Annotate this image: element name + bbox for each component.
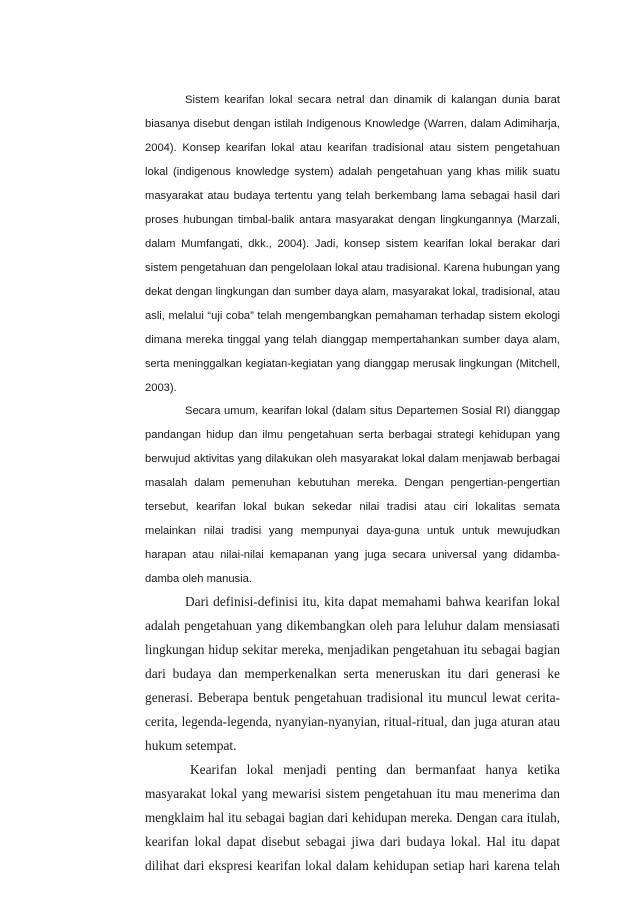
paragraph-2-line-3: berwujud aktivitas yang dilakukan oleh masyarakat lokal dalam menjawab berbagai [145,453,560,465]
paragraph-1-line-1: Sistem kearifan lokal secara netral dan dinamik di kalangan dunia barat [185,94,560,106]
paragraph-1-line-2: biasanya disebut dengan istilah Indigenous Knowledge (Warren, dalam Adimiharja, [145,118,560,130]
paragraph-4-line-3: mengklaim hal itu sebagai bagian dari kehidupan mereka. Dengan cara itulah, [145,810,560,825]
paragraph-1-line-9: dekat dengan lingkungan dan sumber daya alam, masyarakat lokal, tradisional, atau [145,286,560,298]
paragraph-3-line-7: hukum setempat. [145,738,237,753]
paragraph-3-line-6: cerita, legenda-legenda, nyanyian-nyanyian, ritual-ritual, dan juga aturan atau [145,714,560,729]
paragraph-3-line-2: adalah pengetahuan yang dikembangkan oleh para leluhur dalam mensiasati [145,618,560,633]
paragraph-1-line-3: 2004). Konsep kearifan lokal atau kearifan tradisional atau sistem pengetahuan [145,142,560,154]
paragraph-1-line-12: serta meninggalkan kegiatan-kegiatan yang dianggap merusak lingkungan (Mitchell, [145,358,560,370]
paragraph-4-line-1: Kearifan lokal menjadi penting dan bermanfaat hanya ketika [190,762,560,777]
paragraph-1-line-11: dimana mereka tinggal yang telah dianggap mempertahankan sumber daya alam, [145,334,560,346]
paragraph-4-line-4: kearifan lokal dapat disebut sebagai jiwa dari budaya lokal. Hal itu dapat [145,834,560,849]
paragraph-3-line-3: lingkungan hidup sekitar mereka, menjadikan pengetahuan itu sebagai bagian [145,642,560,657]
paragraph-2-line-2: pandangan hidup dan ilmu pengetahuan serta berbagai strategi kehidupan yang [145,429,560,441]
paragraph-2-line-8: damba oleh manusia. [145,573,252,585]
paragraph-3-line-5: generasi. Beberapa bentuk pengetahuan tradisional itu muncul lewat cerita- [145,690,560,705]
paragraph-3-line-1: Dari definisi-definisi itu, kita dapat memahami bahwa kearifan lokal [185,594,560,609]
paragraph-2-line-7: harapan atau nilai-nilai kemapanan yang juga secara universal yang didamba- [145,549,560,561]
paragraph-2-line-6: melainkan nilai tradisi yang mempunyai daya-guna untuk untuk mewujudkan [145,525,560,537]
paragraph-4-line-2: masyarakat lokal yang mewarisi sistem pengetahuan itu mau menerima dan [145,786,560,801]
paragraph-2-line-5: tersebut, kearifan lokal bukan sekedar nilai tradisi atau ciri lokalitas semata [145,501,560,513]
paragraph-1-line-4: lokal (indigenous knowledge system) adalah pengetahuan yang khas milik suatu [145,166,560,178]
paragraph-1-line-10: asli, melalui “uji coba” telah mengembangkan pemahaman terhadap sistem ekologi [145,310,560,322]
paragraph-1-line-7: dalam Mumfangati, dkk., 2004). Jadi, konsep sistem kearifan lokal berakar dari [145,238,560,250]
paragraph-2-line-1: Secara umum, kearifan lokal (dalam situs Departemen Sosial RI) dianggap [185,405,560,417]
paragraph-4-line-5: dilihat dari ekspresi kearifan lokal dalam kehidupan setiap hari karena telah [145,858,560,873]
paragraph-1-line-6: proses hubungan timbal-balik antara masyarakat dengan lingkungannya (Marzali, [145,214,560,226]
paragraph-1-line-5: masyarakat atau budaya tertentu yang telah berkembang lama sebagai hasil dari [145,190,560,202]
paragraph-1-line-8: sistem pengetahuan dan pengelolaan lokal atau tradisional. Karena hubungan yang [145,262,560,274]
paragraph-1-line-13: 2003). [145,382,177,394]
paragraph-2-line-4: masalah dalam pemenuhan kebutuhan mereka. Dengan pengertian-pengertian [145,477,560,489]
paragraph-3-line-4: dari budaya dan memperkenalkan serta meneruskan itu dari generasi ke [145,666,560,681]
